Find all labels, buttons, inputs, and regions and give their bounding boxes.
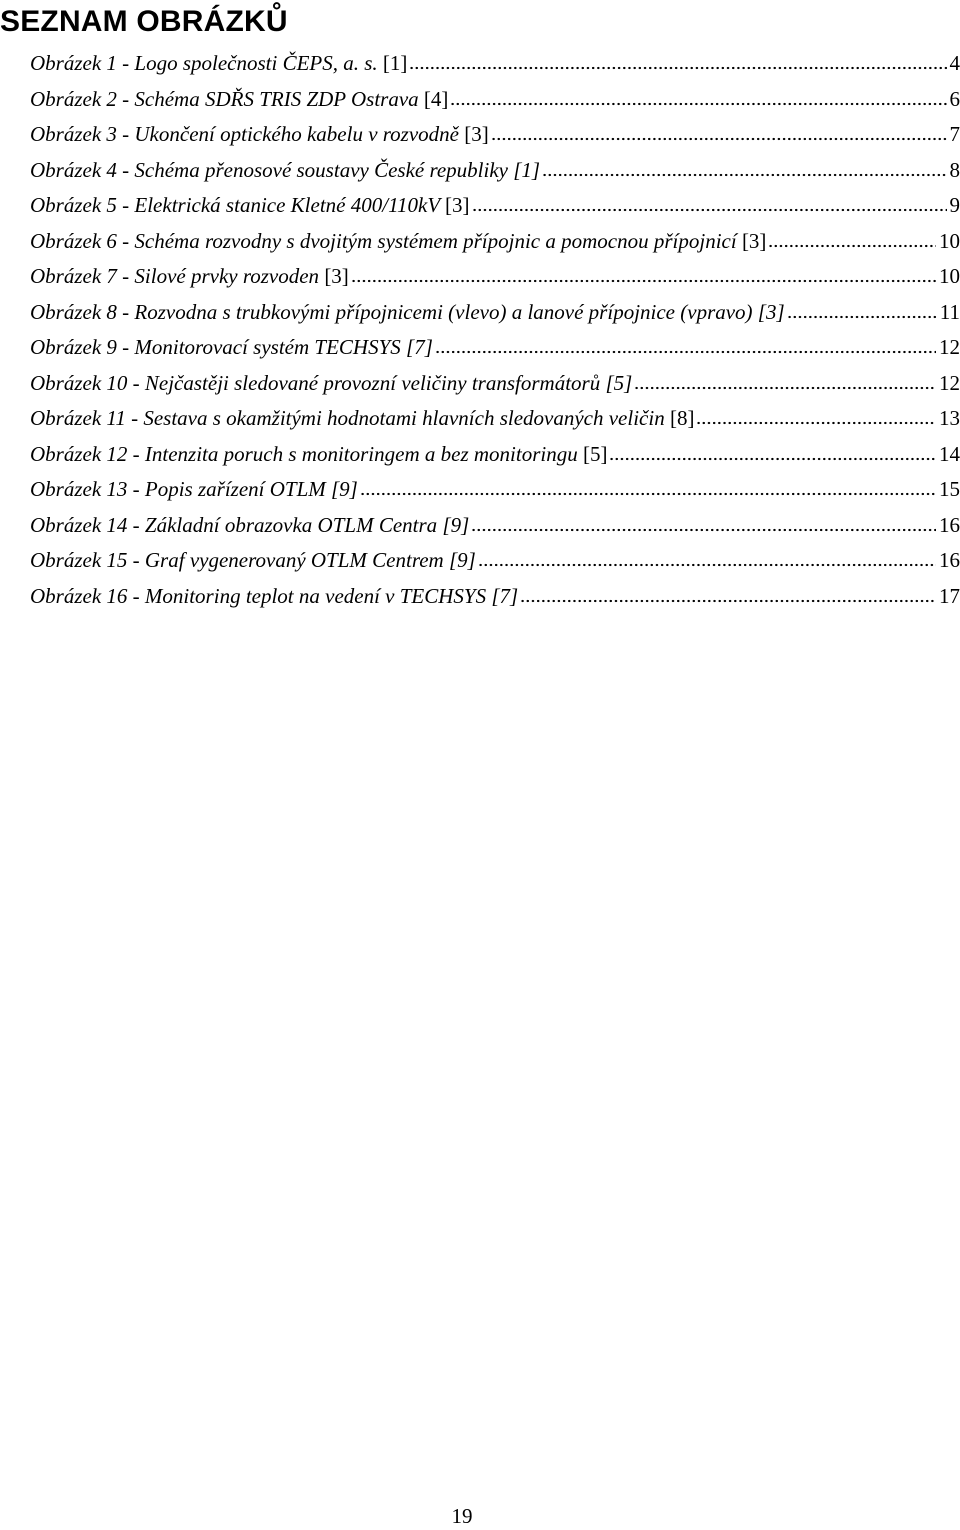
toc-entry-page: 13	[939, 401, 960, 437]
toc-entry-label: Obrázek 4 - Schéma přenosové soustavy České republiky [1]	[30, 153, 540, 189]
toc-entry[interactable]	[30, 224, 960, 260]
toc-entry-label: Obrázek 12 - Intenzita poruch s monitoringem a bez monitoringu [5]	[30, 437, 607, 473]
toc-entry-label: Obrázek 8 - Rozvodna s trubkovými přípojnicemi (vlevo) a lanové přípojnice (vpravo) [3]	[30, 295, 785, 331]
toc-entry-page: 4	[950, 46, 960, 82]
toc-entry-label: Obrázek 1 - Logo společnosti ČEPS, a. s. [1]	[30, 46, 407, 82]
toc-entry-page: 14	[939, 437, 960, 473]
toc-entry[interactable]	[30, 437, 960, 473]
toc-entry[interactable]	[30, 543, 960, 579]
toc-entry-page: 12	[939, 366, 960, 402]
dot-leader	[435, 350, 936, 354]
dot-leader	[491, 137, 947, 141]
dot-leader	[696, 421, 936, 425]
page-number: 19	[0, 1502, 924, 1530]
dot-leader	[471, 528, 936, 532]
toc-entry-label: Obrázek 6 - Schéma rozvodny s dvojitým systémem přípojnic a pomocnou přípojnicí [3]	[30, 224, 766, 260]
dot-leader	[768, 244, 936, 248]
toc-entry-label: Obrázek 11 - Sestava s okamžitými hodnotami hlavních sledovaných veličin [8]	[30, 401, 694, 437]
toc-entry-label: Obrázek 9 - Monitorovací systém TECHSYS [7]	[30, 330, 433, 366]
toc-entry-page: 9	[950, 188, 960, 224]
toc-entry[interactable]	[30, 472, 960, 508]
toc-entry-page: 15	[939, 472, 960, 508]
toc-entry[interactable]	[30, 117, 960, 153]
toc-entry-label: Obrázek 2 - Schéma SDŘS TRIS ZDP Ostrava [4]	[30, 82, 448, 118]
toc-entry-page: 8	[950, 153, 960, 189]
toc-entry-page: 6	[950, 82, 960, 118]
toc-entry-page: 16	[939, 543, 960, 579]
toc-entry-label: Obrázek 14 - Základní obrazovka OTLM Centra [9]	[30, 508, 469, 544]
toc-entry[interactable]	[30, 401, 960, 437]
toc-entry-page: 16	[939, 508, 960, 544]
toc-entry-page: 7	[950, 117, 960, 153]
toc-entry-label: Obrázek 3 - Ukončení optického kabelu v rozvodně [3]	[30, 117, 489, 153]
toc-entry[interactable]	[30, 188, 960, 224]
dot-leader	[472, 208, 947, 212]
toc-entry-label: Obrázek 10 - Nejčastěji sledované provozní veličiny transformátorů [5]	[30, 366, 632, 402]
toc-entry-page: 10	[939, 224, 960, 260]
toc-entry[interactable]	[30, 153, 960, 189]
dot-leader	[634, 386, 936, 390]
dot-leader	[787, 315, 937, 319]
toc-entry[interactable]	[30, 259, 960, 295]
toc-entry-page: 12	[939, 330, 960, 366]
toc-entry[interactable]	[30, 82, 960, 118]
dot-leader	[478, 563, 936, 567]
toc-entry-label: Obrázek 16 - Monitoring teplot na vedení v TECHSYS [7]	[30, 579, 518, 615]
dot-leader	[520, 599, 936, 603]
toc-entry[interactable]	[30, 579, 960, 615]
dot-leader	[542, 173, 946, 177]
list-of-figures	[30, 46, 960, 614]
toc-entry-label: Obrázek 13 - Popis zařízení OTLM [9]	[30, 472, 358, 508]
dot-leader	[409, 66, 946, 70]
toc-entry[interactable]	[30, 295, 960, 331]
toc-entry[interactable]	[30, 508, 960, 544]
toc-entry-page: 17	[939, 579, 960, 615]
toc-entry-label: Obrázek 5 - Elektrická stanice Kletné 400/110kV [3]	[30, 188, 470, 224]
dot-leader	[609, 457, 936, 461]
dot-leader	[450, 102, 946, 106]
toc-entry[interactable]	[30, 46, 960, 82]
toc-entry[interactable]	[30, 366, 960, 402]
toc-entry-page: 10	[939, 259, 960, 295]
toc-entry-label: Obrázek 7 - Silové prvky rozvoden [3]	[30, 259, 349, 295]
page-title: SEZNAM OBRÁZKŮ	[0, 2, 288, 42]
dot-leader	[351, 279, 936, 283]
toc-entry[interactable]	[30, 330, 960, 366]
toc-entry-page: 11	[940, 295, 960, 331]
toc-entry-label: Obrázek 15 - Graf vygenerovaný OTLM Centrem [9]	[30, 543, 476, 579]
dot-leader	[360, 492, 936, 496]
